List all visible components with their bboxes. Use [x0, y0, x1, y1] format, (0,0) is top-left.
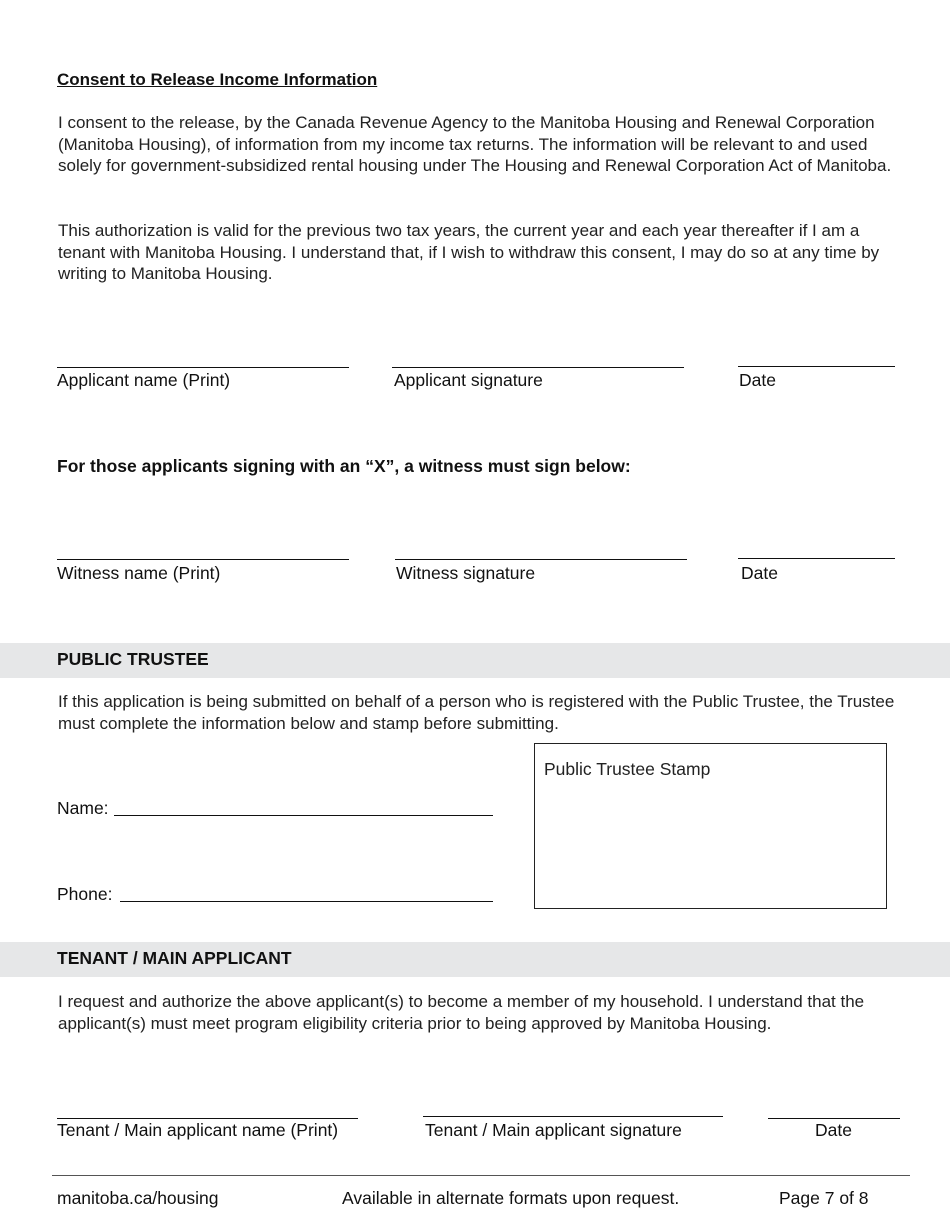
- consent-title: Consent to Release Income Information: [57, 70, 378, 89]
- public-trustee-description: If this application is being submitted on behalf of a person who is registered with the Public Trustee, the Trustee must complete the information below and stamp before submitting.: [58, 692, 895, 733]
- witness-heading: For those applicants signing with an “X”, a witness must sign below:: [57, 456, 631, 476]
- public-trustee-title: PUBLIC TRUSTEE: [57, 649, 209, 669]
- public-trustee-stamp-label: Public Trustee Stamp: [544, 759, 711, 779]
- witness-signature-line[interactable]: [395, 559, 687, 560]
- tenant-name-line[interactable]: [57, 1118, 358, 1119]
- public-trustee-stamp-box: [534, 743, 887, 909]
- consent-paragraph-1: I consent to the release, by the Canada Revenue Agency to the Manitoba Housing and Renewal Corporation (Manitoba Housing), of information from my income tax returns. The information will be relevant to and used solely for government-subsidized rental housing under The Housing and Renewal Corporation Act of Manitoba.: [58, 113, 892, 175]
- applicant-signature-line[interactable]: [392, 367, 684, 368]
- trustee-phone-label: Phone:: [57, 884, 113, 904]
- applicant-date-line[interactable]: [738, 366, 895, 367]
- footer-formats-note: Available in alternate formats upon request.: [342, 1188, 680, 1208]
- witness-name-line[interactable]: [57, 559, 349, 560]
- footer-website: manitoba.ca/housing: [57, 1188, 219, 1208]
- trustee-name-line[interactable]: [114, 815, 493, 816]
- footer-divider: [52, 1175, 910, 1176]
- tenant-date-label: Date: [815, 1120, 852, 1140]
- applicant-name-line[interactable]: [57, 367, 349, 368]
- tenant-signature-label: Tenant / Main applicant signature: [425, 1120, 682, 1140]
- public-trustee-band: [0, 643, 950, 678]
- applicant-name-label: Applicant name (Print): [57, 370, 231, 390]
- witness-name-label: Witness name (Print): [57, 563, 221, 583]
- witness-date-line[interactable]: [738, 558, 895, 559]
- consent-paragraph-2: This authorization is valid for the previous two tax years, the current year and each year thereafter if I am a tenant with Manitoba Housing. I understand that, if I wish to withdraw this consent, I may do so at any time by writing to Manitoba Housing.: [58, 221, 880, 283]
- footer-page-number: Page 7 of 8: [779, 1188, 869, 1208]
- tenant-title: TENANT / MAIN APPLICANT: [57, 948, 292, 968]
- tenant-date-line[interactable]: [768, 1118, 900, 1119]
- applicant-date-label: Date: [739, 370, 776, 390]
- tenant-band: [0, 942, 950, 977]
- tenant-name-label: Tenant / Main applicant name (Print): [57, 1120, 339, 1140]
- applicant-signature-label: Applicant signature: [394, 370, 543, 390]
- witness-date-label: Date: [741, 563, 778, 583]
- trustee-phone-line[interactable]: [120, 901, 493, 902]
- trustee-name-label: Name:: [57, 798, 109, 818]
- tenant-description: I request and authorize the above applicant(s) to become a member of my household. I understand that the applicant(s) must meet program eligibility criteria prior to being approved by Manitoba Housing.: [58, 992, 865, 1033]
- witness-signature-label: Witness signature: [396, 563, 536, 583]
- tenant-signature-line[interactable]: [423, 1116, 723, 1117]
